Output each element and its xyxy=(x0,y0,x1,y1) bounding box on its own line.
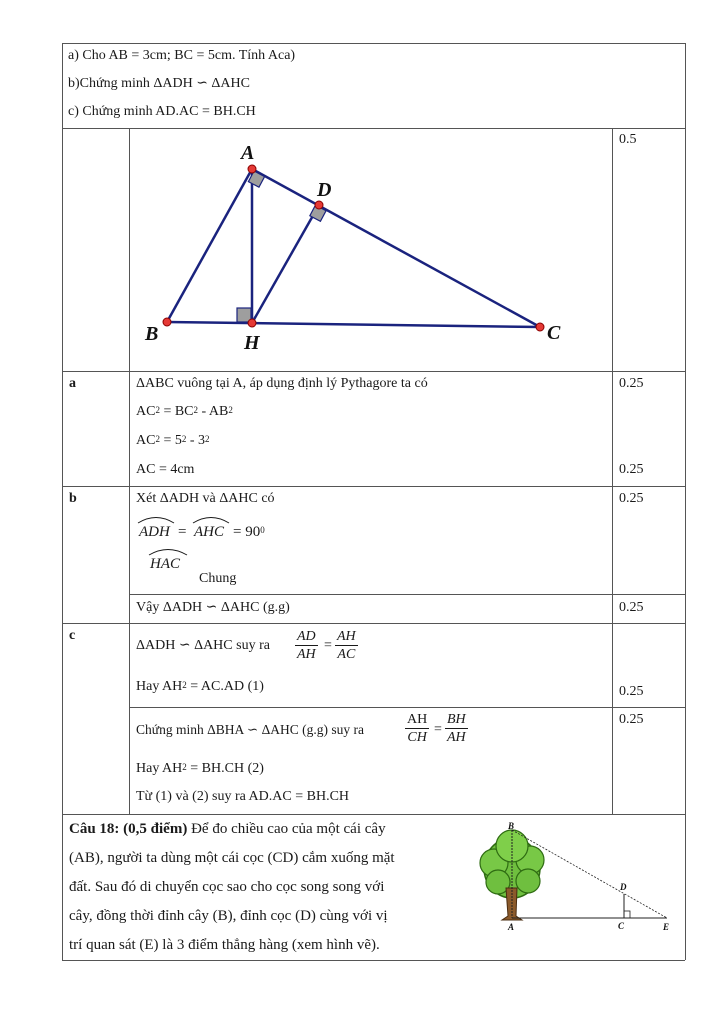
tree-label-C: C xyxy=(618,921,625,931)
part-c-line2: Hay $AH^2 = AC.AD$ (1) xyxy=(136,679,264,694)
part-b-line1: Xét ΔADH và ΔAHC có xyxy=(136,491,275,506)
table-border-top xyxy=(62,43,685,44)
part-c-line1: ΔADH ∽ ΔAHC suy ra xyxy=(136,638,270,653)
score-b-top: 0.25 xyxy=(619,491,644,506)
point-D xyxy=(315,201,323,209)
label-A: A xyxy=(241,142,255,164)
tree-label-B: B xyxy=(508,821,515,831)
table-row-divider xyxy=(129,707,685,708)
angle-HAC: HAC xyxy=(150,556,180,572)
table-row-divider xyxy=(62,623,685,624)
tree-label-A: A xyxy=(508,922,515,932)
label-B: B xyxy=(145,323,159,345)
angle-ADH: ADH xyxy=(139,524,170,540)
label-H: H xyxy=(244,332,260,354)
score-b-conclusion: 0.25 xyxy=(619,600,644,615)
score-a-bottom: 0.25 xyxy=(619,462,644,477)
table-border-bottom xyxy=(62,960,685,961)
point-H xyxy=(248,319,256,327)
score-figure: 0.5 xyxy=(619,132,637,147)
question-18-text: Câu 18: (0,5 điểm) Để đo chiều cao của một cái cây (AB), người ta dùng một cái cọc (CD) cắm xuống mặt đất. Sau đó di chuyển cọc sao cho cọc song song với cây, đồng thời đỉnh cây (B), đỉnh cọc (D) cùng với vị trí quan sát (E) là 3 điểm thẳng hàng (xem hình vẽ). xyxy=(69,821,395,953)
angle-AHC: AHC xyxy=(194,524,224,540)
question-18-title: Câu 18: (0,5 điểm) xyxy=(69,821,188,837)
part-b-label: b xyxy=(69,491,77,506)
score-c-2: 0.25 xyxy=(619,712,644,727)
point-B xyxy=(163,318,171,326)
tree-label-D: D xyxy=(620,882,627,892)
part-a-line4: AC = 4cm xyxy=(136,462,195,477)
segment-BC xyxy=(167,322,540,327)
part-b-common: Chung xyxy=(199,571,237,586)
problem-line-a: a) Cho AB = 3cm; BC = 5cm. Tính Aca) xyxy=(68,48,296,63)
score-c-1: 0.25 xyxy=(619,684,644,699)
angle-eq-sign: = xyxy=(178,524,187,540)
table-border-right xyxy=(685,43,686,960)
table-row-divider xyxy=(62,371,685,372)
fraction-BH-AH: $\frac{BH}{AH}$ xyxy=(447,712,466,745)
segment-AB xyxy=(167,169,252,322)
fraction-AD-AH: $\frac{AD}{AH}$ xyxy=(297,629,316,662)
tree-figure xyxy=(472,818,682,938)
table-border-left xyxy=(62,43,63,960)
part-c-line3: Chứng minh ΔBHA ∽ ΔAHC (g.g) suy ra xyxy=(136,722,364,737)
table-col-divider xyxy=(612,128,613,814)
fraction-eq: = xyxy=(324,638,332,653)
score-a-top: 0.25 xyxy=(619,376,644,391)
part-c-label: c xyxy=(69,628,76,643)
problem-line-b: b)Chứng minh ΔADH ∽ ΔAHC xyxy=(68,76,250,91)
problem-line-c: c) Chứng minh AD.AC = BH.CH xyxy=(68,104,256,119)
angle-ninety: = $90^0$ xyxy=(233,524,265,540)
part-c-line5: Từ (1) và (2) suy ra AD.AC = BH.CH xyxy=(136,789,350,804)
part-a-line2: $AC^2 = BC^2 - AB^2$ xyxy=(136,404,233,419)
table-row-divider xyxy=(129,594,685,595)
tree-label-E: E xyxy=(663,922,670,932)
fraction-AH-AC: $\frac{AH}{AC}$ xyxy=(337,629,356,662)
table-row-divider xyxy=(62,486,685,487)
part-a-label: a xyxy=(69,376,76,391)
point-A xyxy=(248,165,256,173)
segment-HD xyxy=(252,205,319,323)
part-a-line1: ΔABC vuông tại A, áp dụng định lý Pythagore ta có xyxy=(136,376,428,391)
triangle-figure xyxy=(130,129,612,371)
fraction-AH-CH: $\frac{AH}{CH}$ xyxy=(407,712,428,745)
label-C: C xyxy=(547,322,561,344)
part-a-line3: $AC^2 = 5^2 - 3^2$ xyxy=(136,433,210,448)
point-C xyxy=(536,323,544,331)
part-c-line4: Hay $AH^2 = BH.CH$ (2) xyxy=(136,761,264,776)
label-D: D xyxy=(317,179,332,201)
fraction-eq-2: = xyxy=(434,722,442,737)
part-b-conclusion: Vậy ΔADH ∽ ΔAHC (g.g) xyxy=(136,600,290,615)
